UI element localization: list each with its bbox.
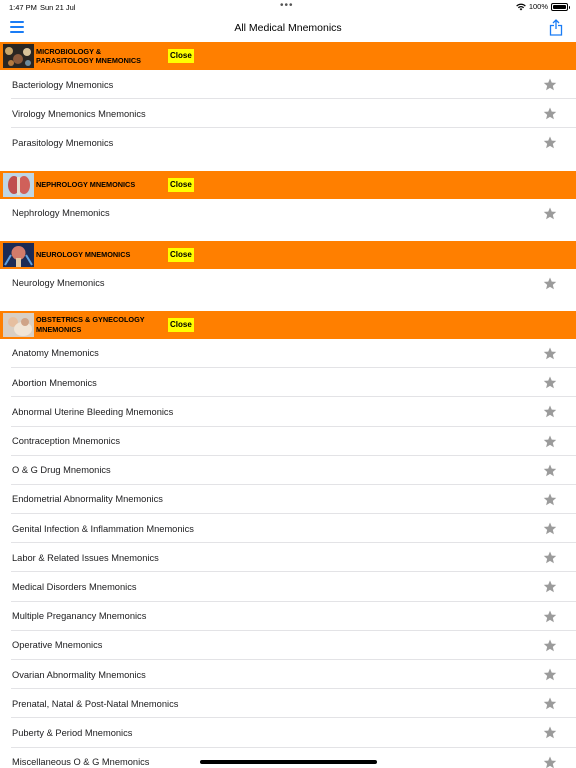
list-item[interactable] <box>0 397 576 426</box>
star-icon[interactable] <box>543 726 557 739</box>
list-item-label: Parasitology Mnemonics <box>12 137 114 148</box>
wifi-icon <box>516 3 526 11</box>
list-item[interactable] <box>0 748 576 768</box>
section-header[interactable] <box>0 241 576 269</box>
star-icon[interactable] <box>543 107 557 120</box>
close-section-button[interactable]: Close <box>168 248 194 262</box>
star-icon[interactable] <box>543 207 557 220</box>
list-item-label: Ovarian Abnormality Mnemonics <box>12 669 146 680</box>
list-item[interactable] <box>0 269 576 298</box>
share-icon[interactable] <box>549 19 563 36</box>
list-item-label: Neurology Mnemonics <box>12 278 105 289</box>
list-item[interactable] <box>0 689 576 718</box>
star-icon[interactable] <box>543 493 557 506</box>
section-header[interactable] <box>0 42 576 70</box>
list-item-label: Labor & Related Issues Mnemonics <box>12 552 159 563</box>
section-title: MICROBIOLOGY & PARASITOLOGY MNEMONICS <box>36 46 142 65</box>
star-icon[interactable] <box>543 668 557 681</box>
list-item-label: Multiple Preganancy Mnemonics <box>12 611 147 622</box>
status-right <box>516 2 568 11</box>
obstetrics-thumbnail-icon <box>3 313 34 337</box>
list-item-label: Endometrial Abnormality Mnemonics <box>12 494 163 505</box>
star-icon[interactable] <box>543 277 557 290</box>
close-section-button[interactable]: Close <box>168 318 194 332</box>
star-icon[interactable] <box>543 580 557 593</box>
list-item-label: Abnormal Uterine Bleeding Mnemonics <box>12 406 174 417</box>
star-icon[interactable] <box>543 78 557 91</box>
list-item[interactable] <box>0 602 576 631</box>
close-section-button[interactable]: Close <box>168 49 194 63</box>
list-item[interactable] <box>0 427 576 456</box>
home-indicator[interactable] <box>200 760 377 764</box>
section-gap <box>0 298 576 311</box>
page-title: All Medical Mnemonics <box>234 22 342 34</box>
battery-icon <box>551 3 568 11</box>
star-icon[interactable] <box>543 464 557 477</box>
list-item[interactable] <box>0 199 576 228</box>
star-icon[interactable] <box>543 639 557 652</box>
list-item[interactable] <box>0 543 576 572</box>
list-item-label: Prenatal, Natal & Post-Natal Mnemonics <box>12 698 179 709</box>
battery-percent: 100% <box>528 2 548 11</box>
list-item[interactable] <box>0 128 576 157</box>
star-icon[interactable] <box>543 610 557 623</box>
section-title: OBSTETRICS & GYNECOLOGY MNEMONICS <box>36 315 145 334</box>
microbiology-thumbnail-icon <box>3 44 34 68</box>
star-icon[interactable] <box>543 347 557 360</box>
star-icon[interactable] <box>543 136 557 149</box>
list-item[interactable] <box>0 718 576 747</box>
star-icon[interactable] <box>543 756 557 768</box>
list-item-label: Operative Mnemonics <box>12 640 103 651</box>
list-item-label: O & G Drug Mnemonics <box>12 465 111 476</box>
list-item[interactable] <box>0 572 576 601</box>
section-gap <box>0 228 576 241</box>
star-icon[interactable] <box>543 522 557 535</box>
list-item[interactable] <box>0 660 576 689</box>
nav-bar <box>0 14 576 42</box>
list-item-label: Anatomy Mnemonics <box>12 348 99 359</box>
list-item[interactable] <box>0 339 576 368</box>
list-item-label: Miscellaneous O & G Mnemonics <box>12 757 150 768</box>
mnemonics-list[interactable] <box>0 42 576 768</box>
star-icon[interactable] <box>543 697 557 710</box>
list-item[interactable] <box>0 368 576 397</box>
star-icon[interactable] <box>543 376 557 389</box>
nephrology-thumbnail-icon <box>3 173 34 197</box>
list-item-label: Puberty & Period Mnemonics <box>12 727 133 738</box>
section-title: NEPHROLOGY MNEMONICS <box>36 179 136 189</box>
list-item[interactable] <box>0 456 576 485</box>
section-header[interactable] <box>0 311 576 339</box>
list-item[interactable] <box>0 70 576 99</box>
status-time: 1:47 PM <box>9 3 37 12</box>
star-icon[interactable] <box>543 435 557 448</box>
list-item-label: Abortion Mnemonics <box>12 377 97 388</box>
list-item[interactable] <box>0 514 576 543</box>
status-date: Sun 21 Jul <box>40 3 76 12</box>
section-title: NEUROLOGY MNEMONICS <box>36 250 131 259</box>
list-item-label: Nephrology Mnemonics <box>12 208 110 219</box>
list-item[interactable] <box>0 99 576 128</box>
section-gap <box>0 158 576 171</box>
list-item-label: Bacteriology Mnemonics <box>12 79 114 90</box>
list-item-label: Virology Mnemonics Mnemonics <box>12 108 146 119</box>
star-icon[interactable] <box>543 551 557 564</box>
multitasking-dots-icon[interactable]: ••• <box>280 0 294 11</box>
list-item[interactable] <box>0 631 576 660</box>
list-item-label: Contraception Mnemonics <box>12 436 120 446</box>
list-item-label: Medical Disorders Mnemonics <box>12 581 137 592</box>
section-header[interactable] <box>0 171 576 199</box>
status-bar <box>0 0 576 14</box>
close-section-button[interactable]: Close <box>168 178 194 192</box>
neurology-thumbnail-icon <box>3 243 34 267</box>
star-icon[interactable] <box>543 405 557 418</box>
list-item[interactable] <box>0 485 576 514</box>
list-item-label: Genital Infection & Inflammation Mnemonics <box>12 523 194 534</box>
